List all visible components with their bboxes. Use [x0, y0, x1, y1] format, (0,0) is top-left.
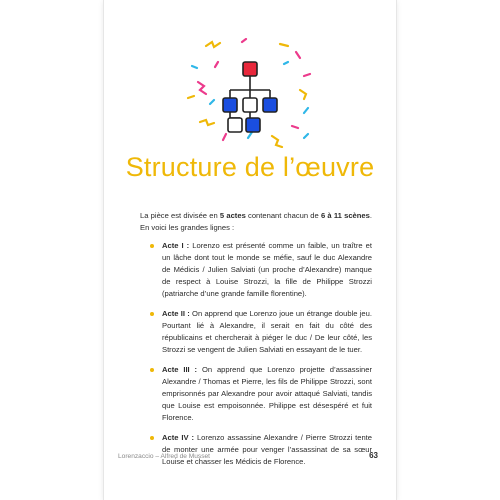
bullet-dot [150, 436, 154, 440]
org-chart-icon [184, 38, 316, 148]
act-text: Lorenzo assassine Alexandre / Pierre Strozzi tente de monter une armée pour venger l’assassinat de sa sœur Louise et chasser les Médicis de Florence. [162, 433, 372, 466]
list-item [150, 308, 372, 356]
list-item [150, 364, 372, 424]
act-text: On apprend que Lorenzo projette d’assassiner Alexandre / Thomas et Pierre, les fils de Philippe Strozzi, sont emprisonnés par Alexandre pour avoir attaqué Salviati, tandis que Louise est empoisonnée. Philippe est désespéré et fuit Florence. [162, 365, 372, 422]
list-item [150, 240, 372, 300]
act-text: On apprend que Lorenzo joue un étrange double jeu. Pourtant lié à Alexandre, il serait en fait du côté des républicains et chercherait à piéger le duc / De leur côté, les Strozzi se vengent de Julien Salviati en essayant de le tuer. [162, 309, 372, 354]
act-text: Lorenzo est présenté comme un faible, un traître et un lâche dont tout le monde se méfie, sauf le duc Alexandre de Médicis / Julien Salviati (un proche d’Alexandre) manque de respect à Louise Strozzi, la fille de Philippe Strozzi (patriarche d’une grande famille florentine). [162, 241, 372, 298]
book-page [104, 0, 396, 500]
intro-text-2: contenant chacun de [245, 211, 321, 220]
act-label: Acte IV : [162, 433, 195, 442]
act-label: Acte III : [162, 365, 198, 374]
acts-list [150, 240, 372, 476]
intro-text-1: La pièce est divisée en [140, 211, 220, 220]
intro-bold-acts: 5 actes [219, 211, 246, 220]
intro-paragraph [140, 210, 372, 234]
bullet-dot [150, 312, 154, 316]
page-number: 63 [369, 451, 378, 460]
intro-text-3: . En voici les grandes lignes : [140, 211, 372, 232]
act-label: Acte II : [162, 309, 190, 318]
intro-bold-scenes: 6 à 11 scènes [320, 211, 370, 220]
footer-book-title: Lorenzaccio – Alfred de Musset [118, 453, 210, 460]
list-item [150, 432, 372, 468]
bullet-dot [150, 244, 154, 248]
bullet-dot [150, 368, 154, 372]
page-title: Structure de l’œuvre [125, 152, 375, 182]
act-label: Acte I : [162, 241, 190, 250]
